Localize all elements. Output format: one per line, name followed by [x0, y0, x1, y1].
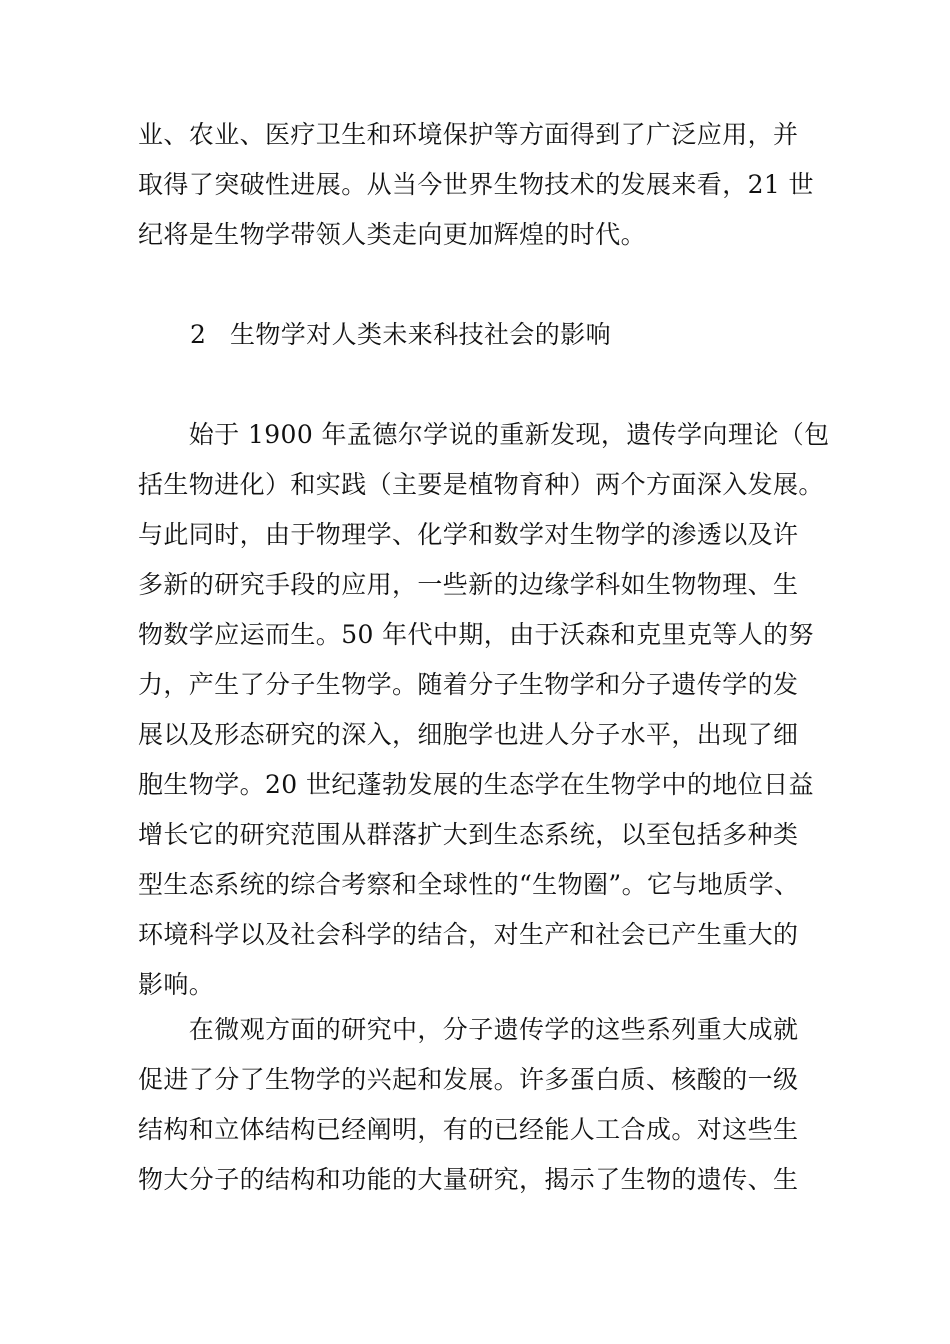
- text-line: 环境科学以及社会科学的结合，对生产和社会已产生重大的: [138, 920, 799, 949]
- section-title: 生物学对人类未来科技社会的影响: [230, 320, 612, 349]
- text-line: 展以及形态研究的深入，细胞学也进人分子水平，出现了细: [138, 720, 799, 749]
- text-line: 物大分子的结构和功能的大量研究，揭示了生物的遗传、生: [138, 1165, 799, 1194]
- text-line: 结构和立体结构已经阐明，有的已经能人工合成。对这些生: [138, 1115, 799, 1144]
- section-heading: [190, 310, 611, 360]
- text-line: 多新的研究手段的应用，一些新的边缘学科如生物物理、生: [138, 570, 799, 599]
- text-line: 促进了分了生物学的兴起和发展。许多蛋白质、核酸的一级: [138, 1065, 799, 1094]
- text-line: 力，产生了分子生物学。随着分子生物学和分子遗传学的发: [138, 670, 799, 699]
- text-line: 胞生物学。20 世纪蓬勃发展的生态学在生物学中的地位日益: [138, 770, 814, 799]
- text-line: 物数学应运而生。50 年代中期，由于沃森和克里克等人的努: [138, 620, 814, 649]
- text-line: 增长它的研究范围从群落扩大到生态系统，以至包括多种类: [138, 820, 799, 849]
- text-line: 取得了突破性进展。从当今世界生物技术的发展来看，21 世: [138, 170, 814, 199]
- text-line: 影响。: [138, 970, 215, 999]
- text-line: 与此同时，由于物理学、化学和数学对生物学的渗透以及许: [138, 520, 799, 549]
- text-line: 型生态系统的综合考察和全球性的“生物圈”。它与地质学、: [138, 870, 800, 899]
- text-line: 括生物进化）和实践（主要是植物育种）两个方面深入发展。: [138, 470, 824, 499]
- text-line: 业、农业、医疗卫生和环境保护等方面得到了广泛应用，并: [138, 120, 799, 149]
- text-line: 在微观方面的研究中，分子遗传学的这些系列重大成就: [138, 1015, 799, 1044]
- section-number: 2: [190, 320, 207, 349]
- text-line: 始于 1900 年孟德尔学说的重新发现，遗传学向理论（包: [138, 420, 830, 449]
- text-line: 纪将是生物学带领人类走向更加辉煌的时代。: [138, 220, 647, 249]
